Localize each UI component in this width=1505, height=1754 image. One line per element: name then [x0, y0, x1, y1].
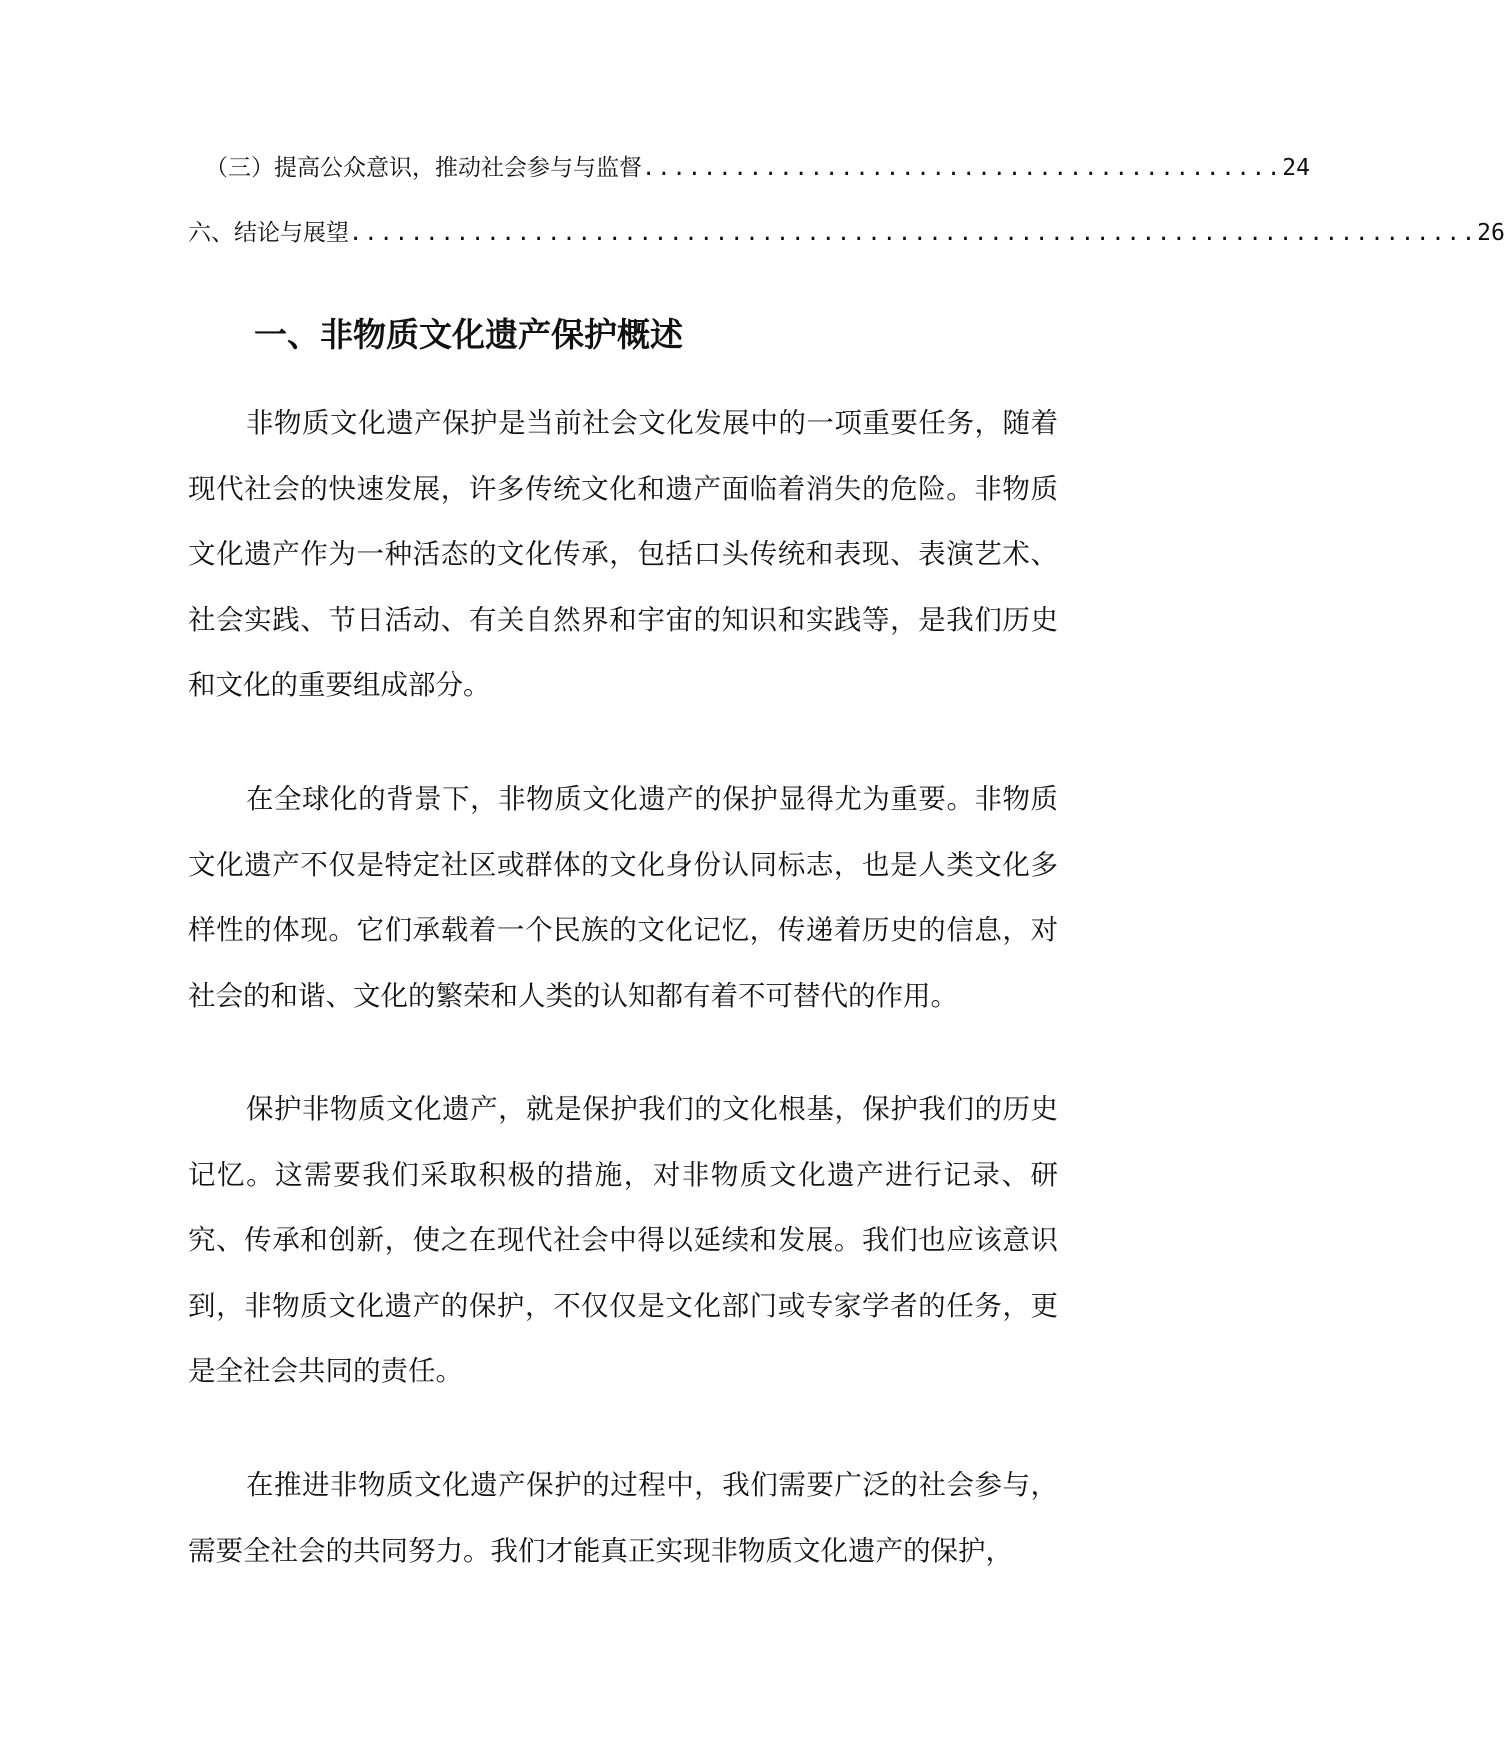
toc-leader-dots: .......................................... — [642, 156, 1283, 181]
body-paragraph: 在全球化的背景下，非物质文化遗产的保护显得尤为重要。非物质文化遗产不仅是特定社区或群体的文化身份认同标志，也是人类文化多样性的体现。它们承载着一个民族的文化记忆，传递着历史的信息，对社会的和谐、文化的繁荣和人类的认知都有着不可替代的作用。 — [188, 783, 1058, 1012]
body-paragraph: 保护非物质文化遗产，就是保护我们的文化根基，保护我们的历史记忆。这需要我们采取积极的措施，对非物质文化遗产进行记录、研究、传承和创新，使之在现代社会中得以延续和发展。我们也应该意识到，非物质文化遗产的保护，不仅仅是文化部门或专家学者的任务，更是全社会共同的责任。 — [188, 1093, 1058, 1387]
toc-leader-dots: .......................................................................... — [349, 221, 1478, 246]
toc-entry[interactable] — [188, 218, 1505, 249]
toc-page-number: 24 — [1282, 155, 1310, 181]
toc-page-number: 26 — [1477, 220, 1505, 246]
body-paragraph: 非物质文化遗产保护是当前社会文化发展中的一项重要任务，随着现代社会的快速发展，许多传统文化和遗产面临着消失的危险。非物质文化遗产作为一种活态的文化传承，包括口头传统和表现、表演艺术、社会实践、节日活动、有关自然界和宇宙的知识和实践等，是我们历史和文化的重要组成部分。 — [188, 407, 1058, 701]
toc-entry[interactable] — [205, 153, 1310, 184]
toc-entry-title: 六、结论与展望 — [188, 220, 349, 246]
toc-entry-title: （三）提高公众意识，推动社会参与与监督 — [205, 155, 642, 181]
section-heading: 一、非物质文化遗产保护概述 — [254, 315, 683, 354]
body-paragraph: 在推进非物质文化遗产保护的过程中，我们需要广泛的社会参与，需要全社会的共同努力。我们才能真正实现非物质文化遗产的保护， — [188, 1469, 1058, 1567]
